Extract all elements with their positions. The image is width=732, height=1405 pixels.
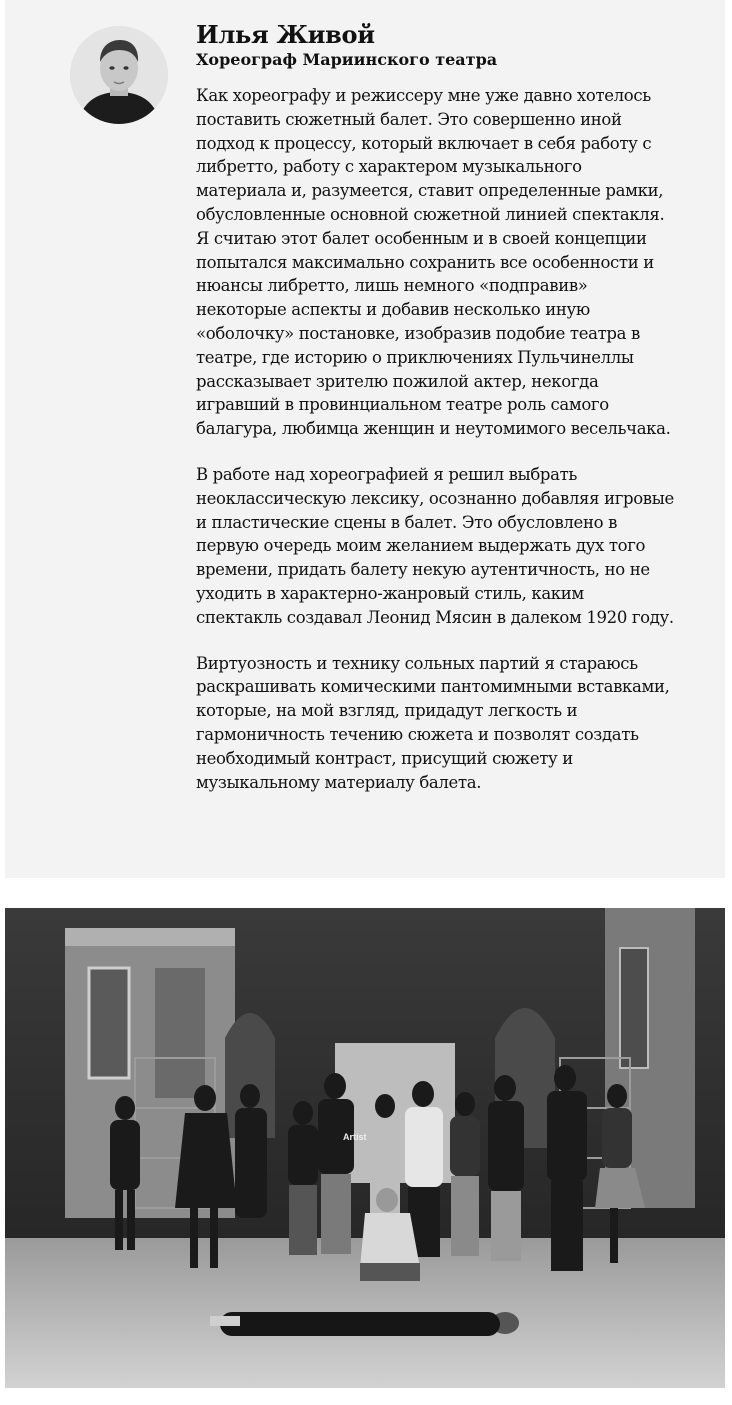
quote-body: [196, 84, 674, 816]
rehearsal-photo: [5, 908, 725, 1388]
paragraph: Виртуозность и технику сольных партий я стараюсь раскрашивать комическими пантомимными вставками, которые, на мой взгляд, придадут легкость и гармоничность течению сюжета и позволят создать необходимый контраст, присущий сюжету и музыкальному материалу балета.: [196, 653, 670, 792]
author-name: Илья Живой: [196, 20, 375, 49]
quote-card: [5, 0, 725, 878]
author-avatar: [70, 26, 168, 124]
paragraph: Как хореографу и режиссеру мне уже давно хотелось поставить сюжетный балет. Это совершенно иной подход к процессу, который включает в себя работу с либретто, работу с характером музыкального материала и, разумеется, ставит определенные рамки, обусловленные основной сюжетной линией спектакля. Я считаю этот балет особенным и в своей концепции попытался максимально сохранить все особенности и нюансы либретто, лишь немного «подправив» некоторые аспекты и добавив несколько иную «оболочку» постановке, изобразив подобие театра в театре, где историю о приключениях Пульчинеллы рассказывает зрителю пожилой актер, некогда игравший в провинциальном театре роль самого балагура, любимца женщин и неутомимого весельчака.: [196, 86, 671, 439]
shirt-text: Artist: [343, 1132, 367, 1142]
paragraph: В работе над хореографией я решил выбрать неоклассическую лексику, осознанно добавляя игровые и пластические сцены в балет. Это обусловлено в первую очередь моим желанием выдержать дух того времени, придать балету некую аутентичность, но не уходить в характерно-жанровый стиль, каким спектакль создавал Леонид Мясин в далеком 1920 году.: [196, 464, 674, 627]
author-role: Хореограф Мариинского театра: [196, 50, 498, 69]
